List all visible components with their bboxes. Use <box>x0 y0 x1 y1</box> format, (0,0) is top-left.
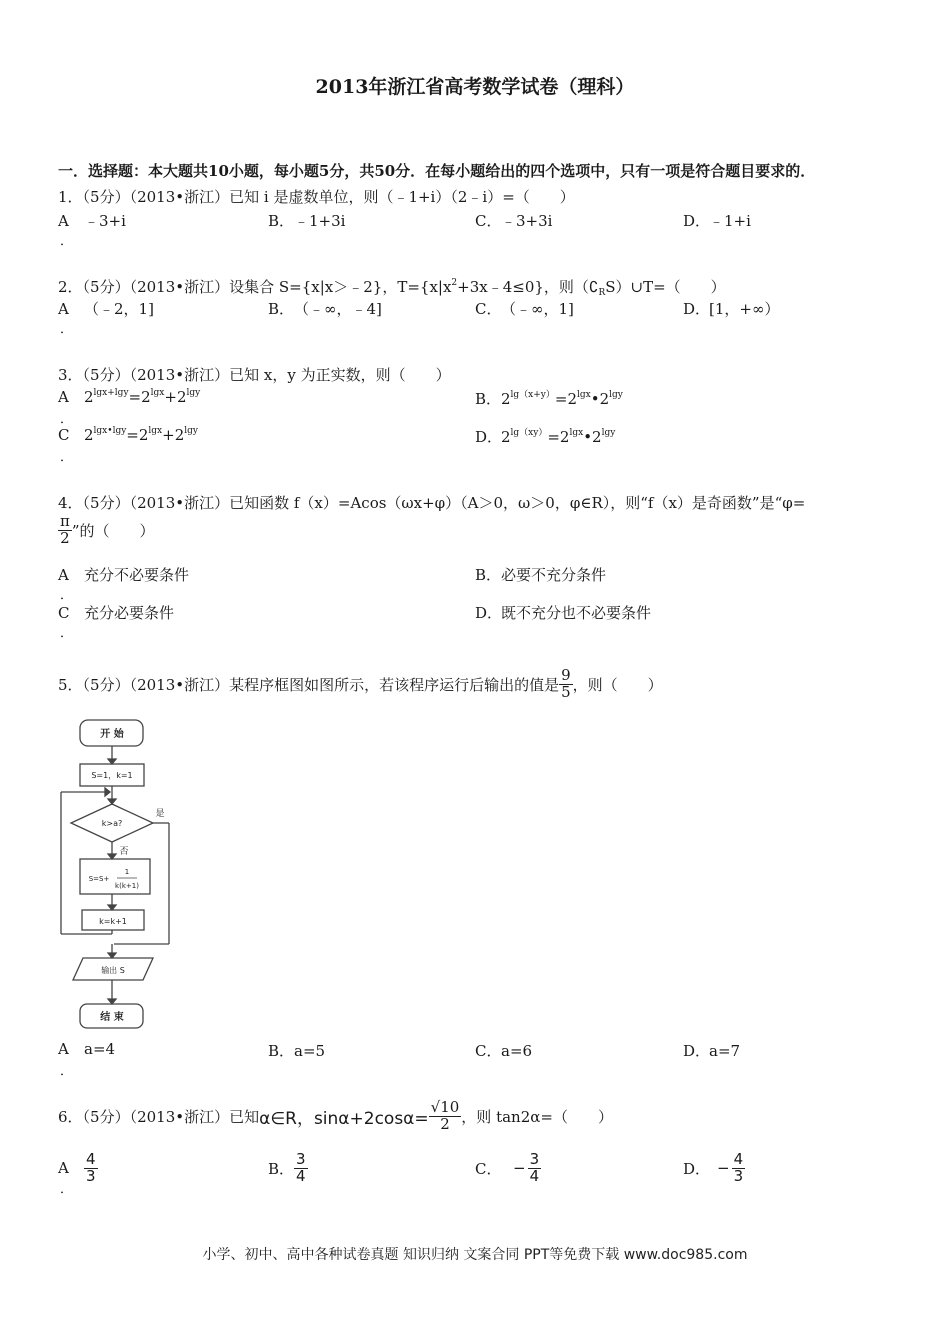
q5-option-c: C．a=6 <box>475 1042 533 1060</box>
flow-cond-label: k>a? <box>101 819 123 828</box>
q1-option-c: C．﹣3+3i <box>475 212 553 230</box>
q6-a-fraction: $\frac{4}{3}$ <box>86 1150 96 1185</box>
section-heading: 一．选择题：本大题共10小题，每小题5分，共50分．在每小题给出的四个选项中，只有一项是符合题目要求的． <box>58 162 816 180</box>
q3-c-dot: ． <box>60 450 74 465</box>
flow-yes-label: 是 <box>155 809 165 819</box>
question-2-stem: 2．（5分）（2013•浙江）设集合 S={x|x＞﹣2}，$T=\{x|x^2+3x﹣4\le 0\}$，则$(∁_RS)\cup T=$（ ） <box>58 278 726 298</box>
flow-no-label: 否 <box>119 847 129 857</box>
q2-option-d: D．[1，+∞） <box>683 300 780 318</box>
flow-incr-label: k=k+1 <box>99 917 127 926</box>
flow-start-label: 开 始 <box>100 729 124 740</box>
program-flowchart <box>55 712 185 1034</box>
q4-option-b: B．必要不充分条件 <box>475 566 607 584</box>
nine-fifths-fraction: $\frac{9}{5}$ <box>561 666 571 701</box>
q6-c-fraction: $\frac{3}{4}$ <box>529 1150 540 1185</box>
question-3-stem: 3．（5分）（2013•浙江）已知 x，y 为正实数，则（ ） <box>58 366 451 384</box>
q4-c-dot: ． <box>60 626 74 641</box>
sqrt10-over-2-fraction: $\frac{√10}{2}$ <box>430 1098 460 1133</box>
q4-option-c: C 充分必要条件 <box>58 604 175 622</box>
q3-option-b: B．$2^{lg(x+y)}=2^{lgx}•2^{lgy}$ <box>475 390 623 408</box>
pi-over-2-fraction: $\frac{\pi}{2}$ <box>60 512 70 547</box>
flow-update-num: 1 <box>124 868 130 876</box>
q5-a-dot: ． <box>60 1064 74 1079</box>
q6-option-b: B． $\frac{3}{4}$ <box>268 1150 306 1185</box>
q1-option-d: D．﹣1+i <box>683 212 751 230</box>
q1-option-b: B．﹣1+3i <box>268 212 346 230</box>
q4-a-dot: ． <box>60 588 74 603</box>
flow-init-label: S=1，k=1 <box>91 771 133 780</box>
q3-option-c: C $2^{lgx•lgy}=2^{lgx}+2^{lgy}$ <box>58 426 198 444</box>
footer-text: 小学、初中、高中各种试卷真题 知识归纳 文案合同 PPT等免费下载 www.doc985.com <box>202 1247 748 1263</box>
q3-option-d: D．$2^{lg(xy)}=2^{lgx}•2^{lgy}$ <box>475 428 616 446</box>
flow-update-den: k(k+1) <box>115 882 139 890</box>
question-5-stem: 5．（5分）（2013•浙江）某程序框图如图所示，若该程序运行后输出的值是 $\frac{9}{5}$ ，则（ ） <box>58 666 663 701</box>
q5-option-a: A a=4 <box>58 1040 116 1058</box>
q2-a-dot: ． <box>60 322 74 337</box>
q6-option-a: A $\frac{4}{3}$ <box>58 1150 96 1185</box>
q1-a-dot: ． <box>60 234 74 249</box>
page-title: 2013年浙江省高考数学试卷（理科） <box>315 76 635 98</box>
q6-option-d: D． − $\frac{4}{3}$ <box>683 1150 744 1185</box>
q6-option-c: C． − $\frac{3}{4}$ <box>475 1150 540 1185</box>
q6-d-fraction: $\frac{4}{3}$ <box>733 1150 744 1185</box>
question-6-stem: 6．（5分）（2013•浙江）已知α∈R，sinα+2cosα= $\frac{√10}{2}$ ，则 tan2α=（ ） <box>58 1098 613 1133</box>
flow-end-label: 结 束 <box>100 1012 124 1023</box>
q5-option-b: B．a=5 <box>268 1042 326 1060</box>
q3-a-dot: ． <box>60 412 74 427</box>
q2-option-c: C．（﹣∞，1] <box>475 300 574 318</box>
q4-option-a: A 充分不必要条件 <box>58 566 190 584</box>
q4-option-d: D．既不充分也不必要条件 <box>475 604 652 622</box>
q2-option-a: A （﹣2，1] <box>58 300 154 318</box>
q6-b-fraction: $\frac{3}{4}$ <box>296 1150 306 1185</box>
flow-output-label: 输出 S <box>101 966 125 975</box>
q4-fraction-line: $\frac{\pi}{2}$ ”的（ ） <box>60 512 155 547</box>
q2-option-b: B．（﹣∞，﹣4] <box>268 300 382 318</box>
q6-a-dot: ． <box>60 1182 74 1197</box>
flow-update-prefix: S=S+ <box>88 875 110 883</box>
q5-option-d: D．a=7 <box>683 1042 741 1060</box>
q3-option-a: A $2^{lgx+lgy}=2^{lgx}+2^{lgy}$ <box>58 388 201 406</box>
question-4-stem: 4．（5分）（2013•浙江）已知函数 f（x）=Acos（ωx+φ）（A＞0，ω＞0，φ∈R），则“f（x）是奇函数”是“φ= <box>58 494 806 512</box>
q1-option-a: A ﹣3+i <box>58 212 126 230</box>
question-1-stem: 1．（5分）（2013•浙江）已知 i 是虚数单位，则（﹣1+i）（2﹣i）=（ ） <box>58 188 575 206</box>
